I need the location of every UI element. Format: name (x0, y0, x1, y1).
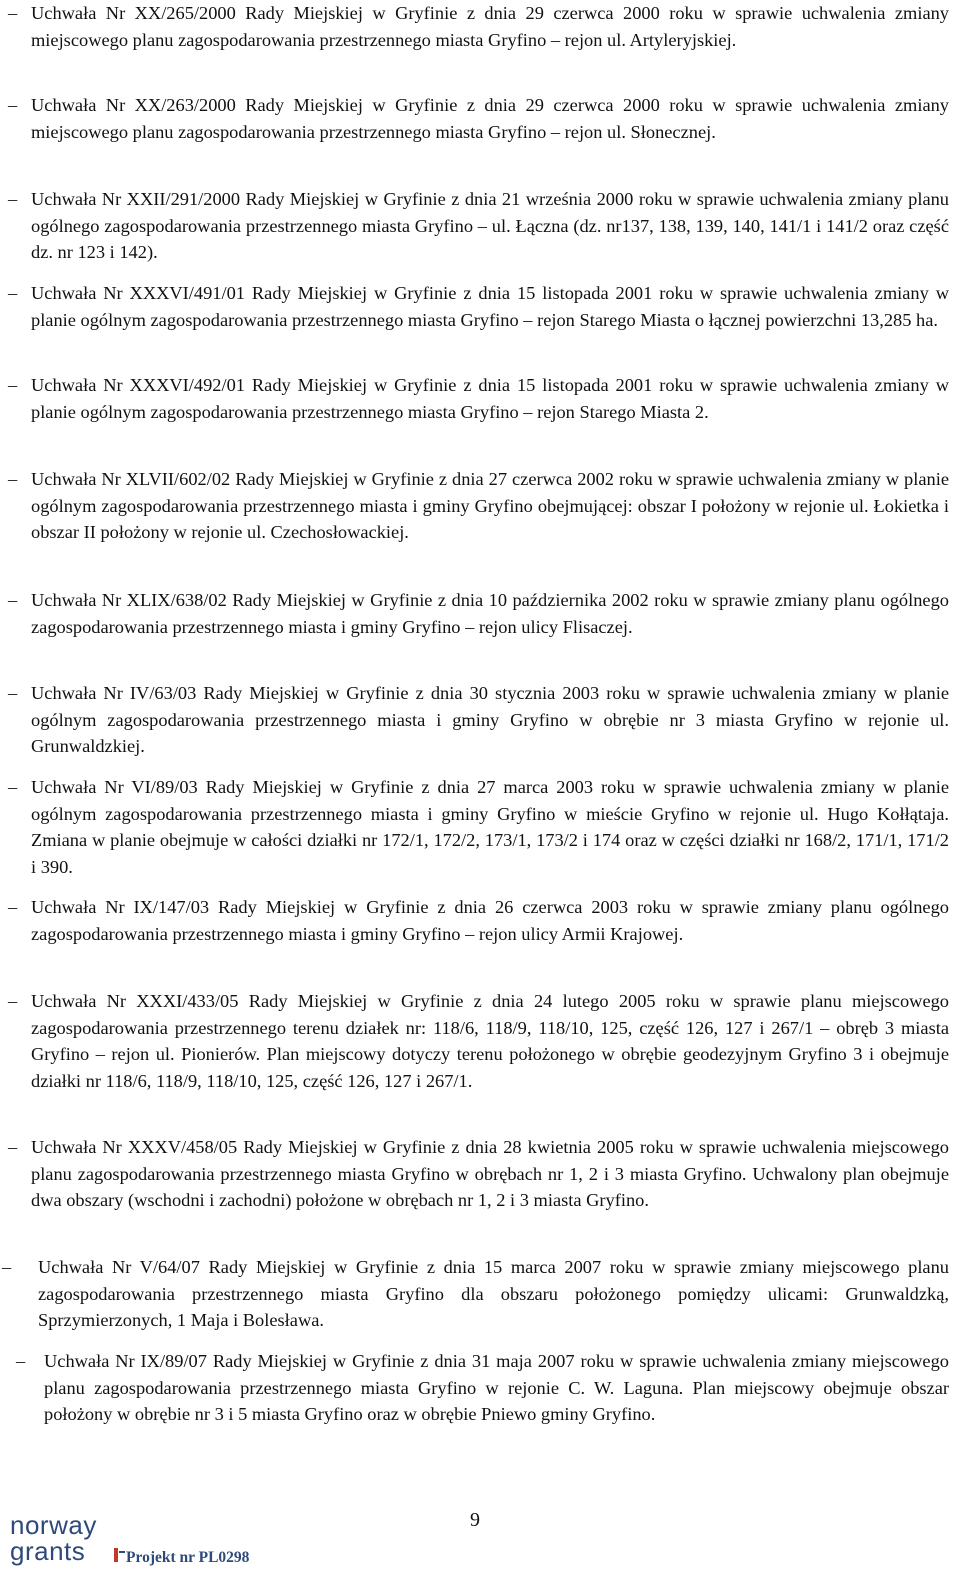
list-item-text: Uchwała Nr XLVII/602/02 Rady Miejskiej w Gryfinie z dnia 27 czerwca 2002 roku w sprawie uchwalenia zmiany w planie ogólnym zagospodarowania przestrzennego miasta i gminy Gryfino obejmującej: obszar I położony w rejonie ul. Łokietka i obszar II położony w rejonie ul. Czechosłowackiej. (31, 469, 949, 542)
norway-grants-logo (10, 1512, 300, 1572)
list-bullet: – (8, 469, 18, 489)
list-item-text: Uchwała Nr XXXVI/492/01 Rady Miejskiej w Gryfinie z dnia 15 listopada 2001 roku w sprawie uchwalenia zmiany w planie ogólnym zagospodarowania przestrzennego miasta Gryfino – rejon Starego Miasta 2. (31, 375, 949, 422)
list-bullet: – (8, 95, 18, 115)
list-bullet: – (8, 3, 18, 23)
list-bullet: – (2, 1257, 12, 1277)
list-bullet: – (8, 991, 18, 1011)
list-bullet: – (8, 375, 18, 395)
list-item-text: Uchwała Nr XXII/291/2000 Rady Miejskiej w Gryfinie z dnia 21 września 2000 roku w sprawie uchwalenia zmiany planu ogólnego zagospodarowania przestrzennego miasta Gryfino – ul. Łączna (dz. nr137, 138, 139, 140, 141/1 i 141/2 oraz część dz. nr 123 i 142). (31, 189, 949, 262)
list-bullet: – (8, 189, 18, 209)
list-item-text: Uchwała Nr XXXI/433/05 Rady Miejskiej w Gryfinie z dnia 24 lutego 2005 roku w sprawie planu miejscowego zagospodarowania przestrzennego terenu działek nr: 118/6, 118/9, 118/10, 125, część 126, 127 i 267/1 – obręb 3 miasta Gryfino – rejon ul. Pionierów. Plan miejscowy dotyczy terenu położonego w obrębie geodezyjnym Gryfino 3 i obejmuje działki nr 118/6, 118/9, 118/10, 125, część 126, 127 i 267/1. (31, 991, 949, 1091)
list-item-text: Uchwała Nr V/64/07 Rady Miejskiej w Gryfinie z dnia 15 marca 2007 roku w sprawie zmiany miejscowego planu zagospodarowania przestrzennego miasta Gryfino dla obszaru położonego pomiędzy ulicami: Grunwaldzką, Sprzymierzonych, 1 Maja i Bolesława. (38, 1257, 949, 1330)
list-item-text: Uchwała Nr XLIX/638/02 Rady Miejskiej w Gryfinie z dnia 10 października 2002 roku w sprawie zmiany planu ogólnego zagospodarowania przestrzennego miasta i gminy Gryfino – rejon ulicy Flisaczej. (31, 590, 949, 637)
list-item-text: Uchwała Nr IX/147/03 Rady Miejskiej w Gryfinie z dnia 26 czerwca 2003 roku w sprawie zmiany planu ogólnego zagospodarowania przestrzennego miasta i gminy Gryfino – rejon ulicy Armii Krajowej. (31, 897, 949, 944)
logo-flag-icon (114, 1548, 126, 1562)
list-bullet: – (8, 590, 18, 610)
list-item-text: Uchwała Nr XXXVI/491/01 Rady Miejskiej w Gryfinie z dnia 15 listopada 2001 roku w sprawie uchwalenia zmiany w planie ogólnym zagospodarowania przestrzennego miasta Gryfino – rejon Starego Miasta o łącznej powierzchni 13,285 ha. (31, 283, 949, 330)
list-bullet: – (8, 1137, 18, 1157)
list-bullet: – (8, 897, 18, 917)
list-item-text: Uchwała Nr IV/63/03 Rady Miejskiej w Gryfinie z dnia 30 stycznia 2003 roku w sprawie uchwalenia zmiany w planie ogólnym zagospodarowania przestrzennego miasta i gminy Gryfino w obrębie nr 3 miasta Gryfino w rejonie ul. Grunwaldzkiej. (31, 683, 949, 756)
list-bullet: – (8, 683, 18, 703)
list-bullet: – (8, 777, 18, 797)
page-number: 9 (470, 1509, 480, 1531)
list-item-text: Uchwała Nr XXXV/458/05 Rady Miejskiej w Gryfinie z dnia 28 kwietnia 2005 roku w sprawie uchwalenia miejscowego planu zagospodarowania przestrzennego miasta Gryfino w obrębach nr 1, 2 i 3 miasta Gryfino. Uchwalony plan obejmuje dwa obszary (wschodni i zachodni) położone w obrębach nr 1, 2 i 3 miasta Gryfino. (31, 1137, 949, 1210)
list-bullet: – (16, 1351, 26, 1371)
list-item-text: Uchwała Nr VI/89/03 Rady Miejskiej w Gryfinie z dnia 27 marca 2003 roku w sprawie uchwalenia zmiany w planie ogólnym zagospodarowania przestrzennego miasta i gminy Gryfino w mieście Gryfino w rejonie ul. Hugo Kołłątaja. Zmiana w planie obejmuje w całości działki nr 172/1, 172/2, 173/1, 173/2 i 174 oraz w części działki nr 168/2, 171/1, 171/2 i 390. (31, 777, 949, 877)
list-bullet: – (8, 283, 18, 303)
project-number: Projekt nr PL0298 (126, 1549, 250, 1566)
logo-text-grants: grants (10, 1536, 86, 1566)
logo-text-norway: norway (10, 1510, 97, 1540)
list-item-text: Uchwała Nr XX/263/2000 Rady Miejskiej w Gryfinie z dnia 29 czerwca 2000 roku w sprawie uchwalenia zmiany miejscowego planu zagospodarowania przestrzennego miasta Gryfino – rejon ul. Słonecznej. (31, 95, 949, 142)
list-item-text: Uchwała Nr XX/265/2000 Rady Miejskiej w Gryfinie z dnia 29 czerwca 2000 roku w sprawie uchwalenia zmiany miejscowego planu zagospodarowania przestrzennego miasta Gryfino – rejon ul. Artyleryjskiej. (31, 3, 949, 50)
list-item-text: Uchwała Nr IX/89/07 Rady Miejskiej w Gryfinie z dnia 31 maja 2007 roku w sprawie uchwalenia zmiany miejscowego planu zagospodarowania przestrzennego miasta Gryfino w rejonie C. W. Laguna. Plan miejscowy obejmuje obszar położony w obrębie nr 3 i 5 miasta Gryfino oraz w obrębie Pniewo gminy Gryfino. (44, 1351, 949, 1424)
